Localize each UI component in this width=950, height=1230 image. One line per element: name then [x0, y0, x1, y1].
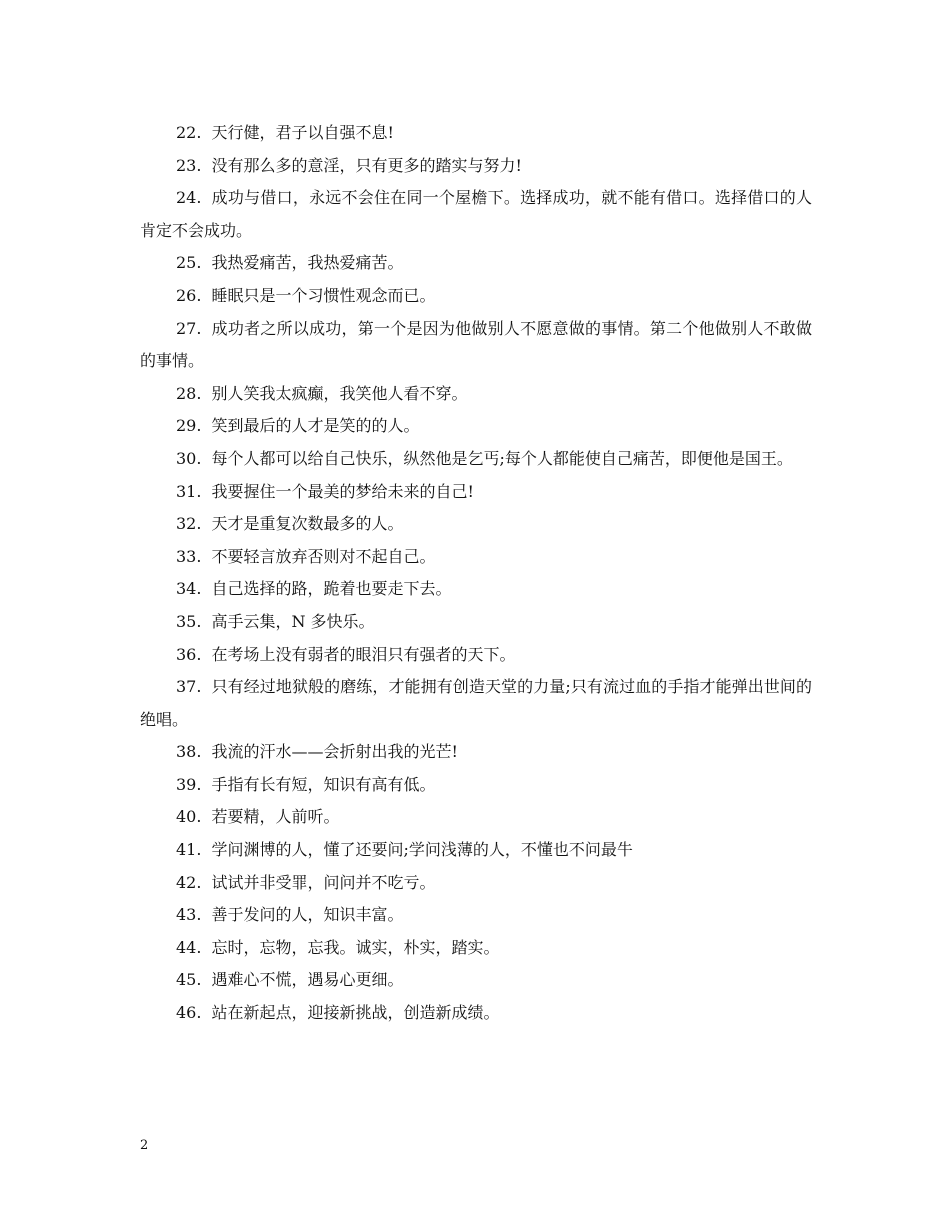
quote-item — [140, 769, 812, 802]
quote-item — [140, 834, 812, 867]
quote-number: 22. — [176, 123, 202, 142]
quote-item — [140, 150, 812, 183]
quote-text: 自己选择的路，跪着也要走下去。 — [211, 579, 452, 599]
quote-number: 29. — [176, 416, 202, 436]
quote-number: 43. — [176, 905, 202, 925]
quote-item — [140, 671, 812, 736]
quote-number: 41. — [176, 840, 202, 860]
quote-item — [140, 443, 812, 476]
quote-number: 34. — [176, 579, 202, 599]
quote-text: 若要精，人前听。 — [211, 807, 340, 827]
quote-text: 每个人都可以给自己快乐，纵然他是乞丐;每个人都能使自己痛苦，即便他是国王。 — [211, 448, 793, 468]
quote-number: 37. — [176, 677, 202, 697]
quote-list — [140, 117, 812, 1030]
quote-text: 站在新起点，迎接新挑战，创造新成绩。 — [211, 1003, 500, 1023]
quote-number: 26. — [176, 285, 202, 305]
quote-number: 28. — [176, 383, 202, 403]
quote-item — [140, 801, 812, 834]
quote-item — [140, 280, 812, 313]
quote-text: 天才是重复次数最多的人。 — [211, 514, 404, 534]
quote-text: 成功与借口，永远不会住在同一个屋檐下。选择成功，就不能有借口。选择借口的人肯定不会成功。 — [140, 188, 812, 240]
page-number: 2 — [140, 1138, 149, 1153]
quote-item — [140, 313, 812, 378]
quote-text: 高手云集，N 多快乐。 — [211, 611, 375, 631]
quote-text: 别人笑我太疯癫，我笑他人看不穿。 — [211, 383, 468, 403]
quote-item — [140, 639, 812, 672]
quote-text: 天行健，君子以自强不息! — [211, 123, 394, 142]
quote-number: 38. — [176, 742, 202, 762]
quote-text: 学问渊博的人，懂了还要问;学问浅薄的人，不懂也不问最牛 — [211, 840, 633, 860]
quote-text: 遇难心不慌，遇易心更细。 — [211, 970, 404, 990]
quote-number: 25. — [176, 253, 202, 273]
quote-text: 善于发问的人，知识丰富。 — [211, 905, 404, 925]
quote-item — [140, 182, 812, 247]
quote-number: 27. — [176, 318, 202, 338]
quote-number: 40. — [176, 807, 202, 827]
quote-number: 45. — [176, 970, 202, 990]
quote-item — [140, 541, 812, 574]
quote-item — [140, 410, 812, 443]
quote-item — [140, 997, 812, 1030]
quote-text: 只有经过地狱般的磨练，才能拥有创造天堂的力量;只有流过血的手指才能弹出世间的绝唱。 — [140, 677, 812, 729]
quote-number: 39. — [176, 774, 202, 794]
quote-text: 手指有长有短，知识有高有低。 — [211, 774, 436, 794]
quote-text: 成功者之所以成功，第一个是因为他做别人不愿意做的事情。第二个他做别人不敢做的事情。 — [140, 318, 812, 371]
quote-text: 忘时，忘物，忘我。诚实，朴实，踏实。 — [211, 937, 500, 957]
quote-number: 42. — [176, 872, 202, 892]
quote-item — [140, 573, 812, 606]
quote-text: 我流的汗水——会折射出我的光芒! — [211, 742, 458, 762]
quote-number: 31. — [176, 481, 202, 501]
quote-item — [140, 476, 812, 509]
quote-item — [140, 606, 812, 639]
quote-text: 我热爱痛苦，我热爱痛苦。 — [211, 253, 404, 273]
quote-item — [140, 247, 812, 280]
quote-text: 在考场上没有弱者的眼泪只有强者的天下。 — [211, 644, 516, 664]
quote-number: 36. — [176, 644, 202, 664]
quote-item — [140, 736, 812, 769]
quote-item — [140, 899, 812, 932]
quote-item — [140, 117, 812, 150]
quote-number: 35. — [176, 611, 202, 631]
quote-number: 44. — [176, 937, 202, 957]
quote-text: 不要轻言放弃否则对不起自己。 — [211, 546, 436, 566]
quote-number: 33. — [176, 546, 202, 566]
quote-item — [140, 867, 812, 900]
quote-text: 笑到最后的人才是笑的的人。 — [211, 416, 420, 436]
quote-item — [140, 932, 812, 965]
quote-text: 我要握住一个最美的梦给未来的自己! — [211, 481, 474, 501]
quote-number: 46. — [176, 1003, 202, 1023]
quote-number: 24. — [176, 188, 202, 208]
quote-text: 没有那么多的意淫，只有更多的踏实与努力! — [211, 155, 522, 175]
quote-item — [140, 964, 812, 997]
quote-number: 32. — [176, 514, 202, 534]
quote-number: 23. — [176, 155, 202, 175]
quote-text: 睡眠只是一个习惯性观念而已。 — [211, 285, 436, 305]
quote-item — [140, 378, 812, 411]
quote-number: 30. — [176, 448, 202, 468]
quote-item — [140, 508, 812, 541]
quote-text: 试试并非受罪，问问并不吃亏。 — [211, 872, 436, 892]
